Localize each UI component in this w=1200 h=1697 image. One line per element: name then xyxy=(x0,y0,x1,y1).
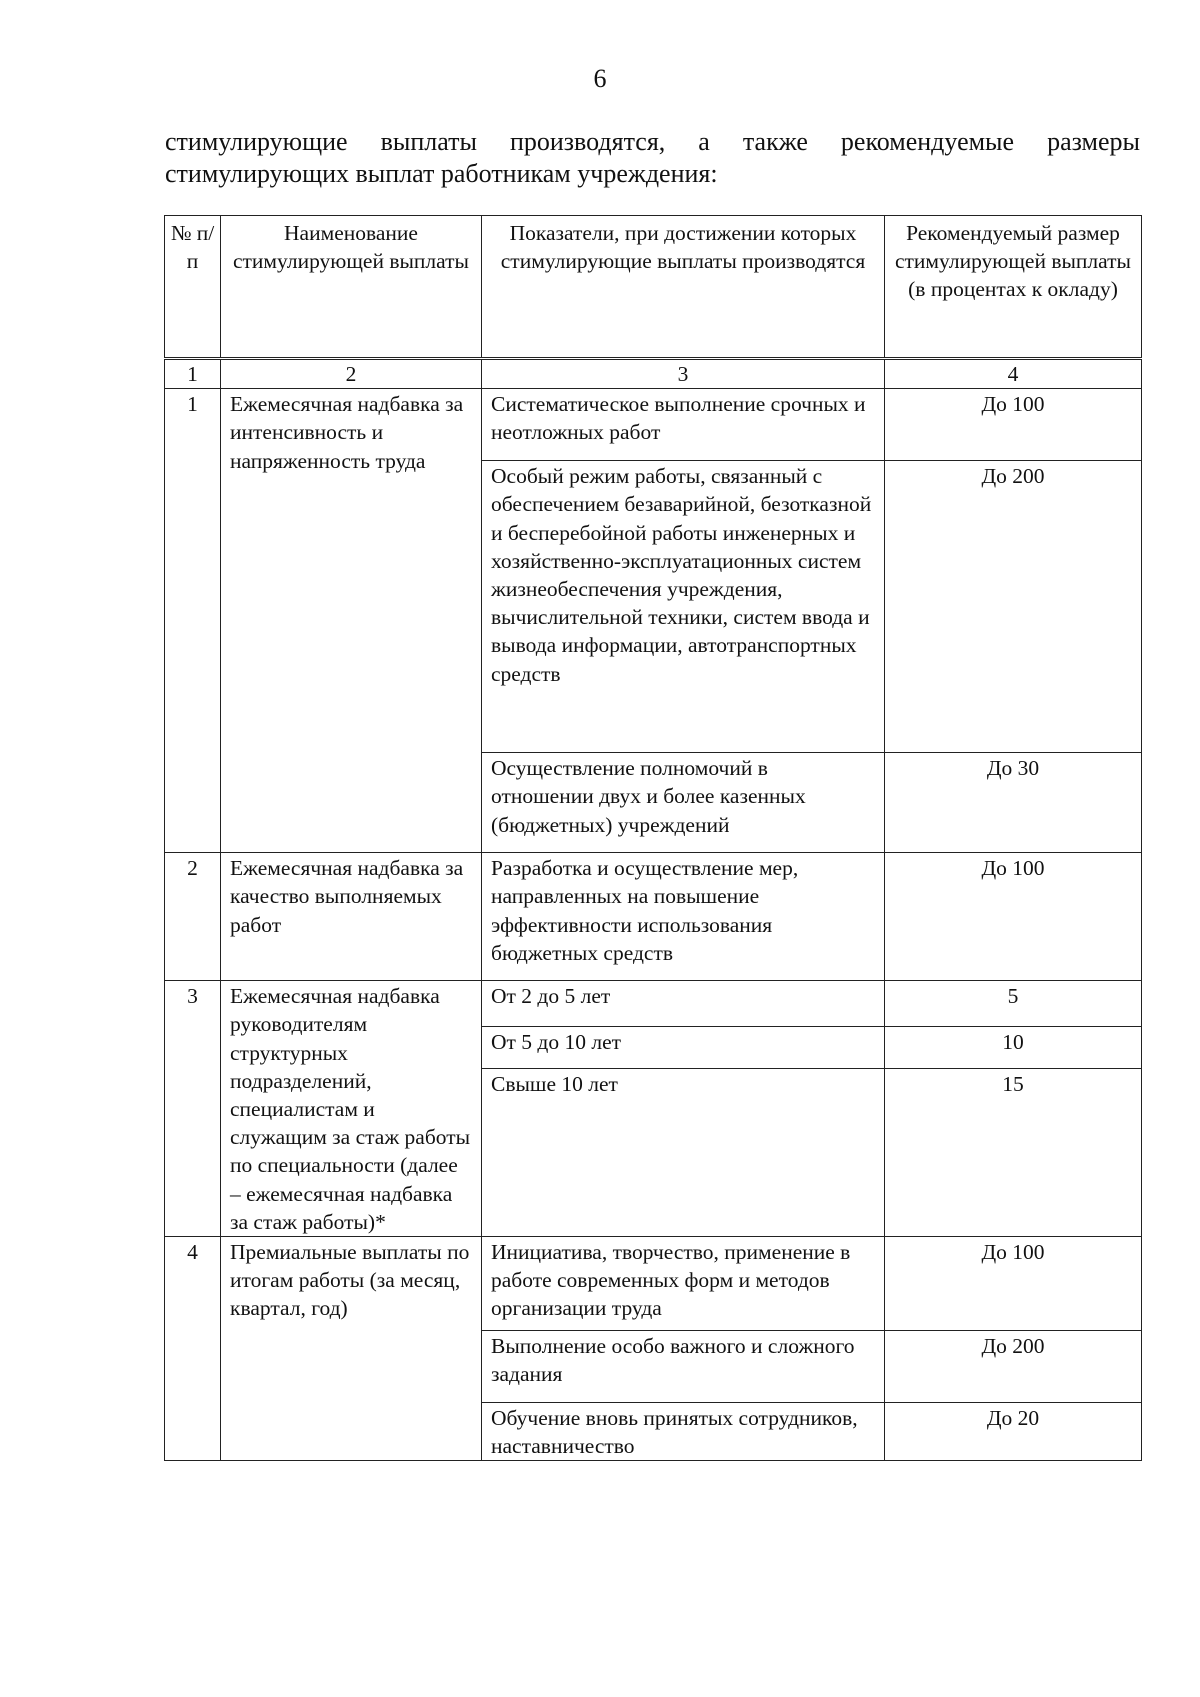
column-number: 4 xyxy=(885,359,1142,389)
column-number-row xyxy=(165,359,1142,389)
recommended-size: До 30 xyxy=(885,753,1142,853)
recommended-size: До 100 xyxy=(885,853,1142,981)
indicator: Систематическое выполнение срочных и неотложных работ xyxy=(482,389,885,461)
indicator: От 2 до 5 лет xyxy=(482,981,885,1027)
header-recommended-size: Рекомендуемый размер стимулирующей выплаты (в процентах к окладу) xyxy=(885,216,1142,359)
indicator: Осуществление полномочий в отношении двух и более казенных (бюджетных) учреждений xyxy=(482,753,885,853)
intro-line-2: стимулирующих выплат работникам учреждения: xyxy=(165,159,718,188)
table-header-row xyxy=(165,216,1142,359)
indicator: Особый режим работы, связанный с обеспечением безаварийной, безотказной и бесперебойной работы инженерных и хозяйственно-эксплуатационных систем жизнеобеспечения учреждения, вычислительной техники, систем ввода и вывода информации, автотранспортных средств xyxy=(482,461,885,753)
indicator: Разработка и осуществление мер, направленных на повышение эффективности использования бюджетных средств xyxy=(482,853,885,981)
header-number: № п/п xyxy=(165,216,221,359)
indicator: Инициатива, творчество, применение в работе современных форм и методов организации труда xyxy=(482,1237,885,1331)
recommended-size: До 100 xyxy=(885,389,1142,461)
row-number: 4 xyxy=(165,1237,221,1461)
intro-line-1: стимулирующие выплаты производятся, а также рекомендуемые размеры xyxy=(165,127,1140,156)
table-row xyxy=(165,853,1142,981)
header-indicators: Показатели, при достижении которых стимулирующие выплаты производятся xyxy=(482,216,885,359)
recommended-size: 15 xyxy=(885,1069,1142,1237)
column-number: 1 xyxy=(165,359,221,389)
column-number: 2 xyxy=(221,359,482,389)
indicator: Свыше 10 лет xyxy=(482,1069,885,1237)
payment-name: Ежемесячная надбавка за интенсивность и напряженность труда xyxy=(221,389,482,853)
column-number: 3 xyxy=(482,359,885,389)
table-row xyxy=(165,981,1142,1027)
recommended-size: 10 xyxy=(885,1027,1142,1069)
recommended-size: До 100 xyxy=(885,1237,1142,1331)
intro-paragraph xyxy=(165,126,1140,190)
recommended-size: До 20 xyxy=(885,1403,1142,1461)
indicator: От 5 до 10 лет xyxy=(482,1027,885,1069)
recommended-size: 5 xyxy=(885,981,1142,1027)
recommended-size: До 200 xyxy=(885,1331,1142,1403)
payment-name: Ежемесячная надбавка руководителям структурных подразделений, специалистам и служащим за стаж работы по специальности (далее – ежемесячная надбавка за стаж работы)* xyxy=(221,981,482,1237)
recommended-size: До 200 xyxy=(885,461,1142,753)
indicator: Выполнение особо важного и сложного задания xyxy=(482,1331,885,1403)
page-number: 6 xyxy=(593,64,607,93)
payment-name: Ежемесячная надбавка за качество выполняемых работ xyxy=(221,853,482,981)
row-number: 2 xyxy=(165,853,221,981)
incentive-payments-table xyxy=(164,215,1142,1461)
indicator: Обучение вновь принятых сотрудников, наставничество xyxy=(482,1403,885,1461)
row-number: 1 xyxy=(165,389,221,853)
payment-name: Премиальные выплаты по итогам работы (за месяц, квартал, год) xyxy=(221,1237,482,1461)
row-number: 3 xyxy=(165,981,221,1237)
header-payment-name: Наименование стимулирующей выплаты xyxy=(221,216,482,359)
table-row xyxy=(165,1237,1142,1331)
table-row xyxy=(165,389,1142,461)
